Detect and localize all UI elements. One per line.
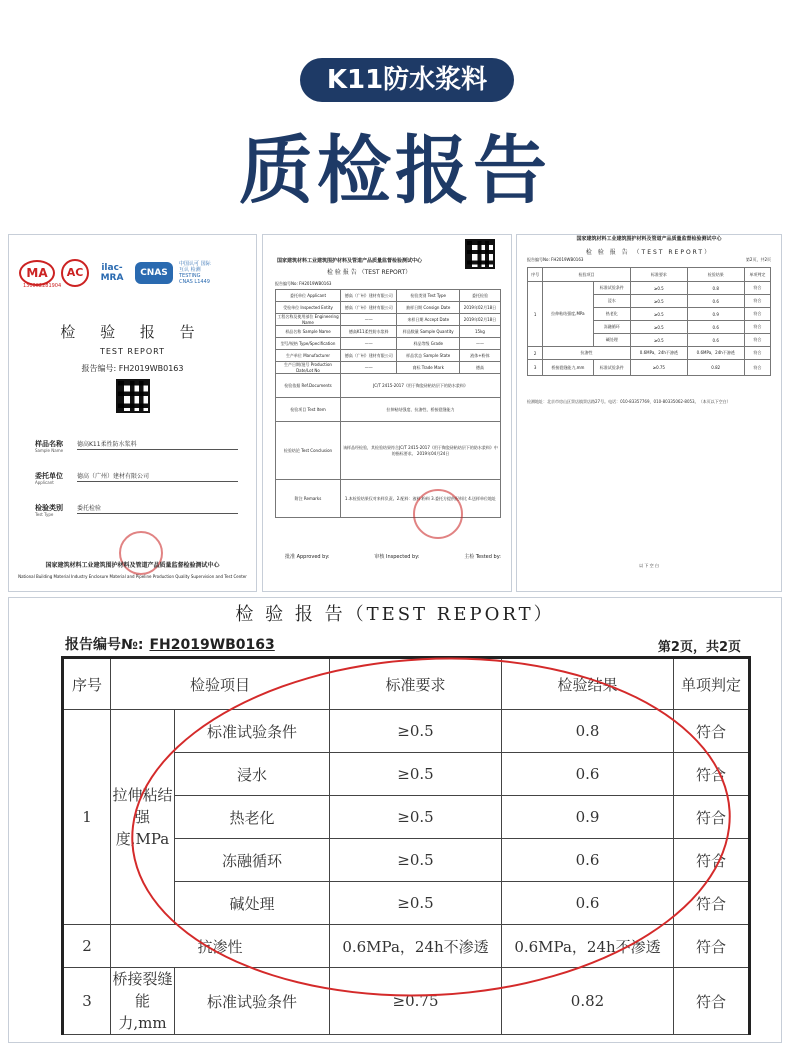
table-cell: 检验结果 bbox=[687, 268, 744, 282]
standard-cell: ≥0.5 bbox=[330, 753, 502, 796]
table-cell: 符合 bbox=[744, 347, 770, 360]
field-applicant bbox=[35, 471, 238, 493]
table-cell: 抗渗性 bbox=[543, 347, 631, 360]
qr-code-icon bbox=[465, 239, 495, 269]
page-count: 第2页，共2页 bbox=[657, 640, 741, 655]
table-cell: 符合 bbox=[744, 321, 770, 334]
seq-cell: 1 bbox=[63, 710, 111, 925]
table-cell: 拉伸粘结强度,MPa bbox=[543, 282, 593, 347]
table-cell: 工程名称及使用部位 Engineering Name bbox=[277, 314, 339, 325]
verdict-cell: 符合 bbox=[674, 968, 750, 1035]
header-item: 检验项目 bbox=[111, 658, 330, 710]
field-label: 样品名称 bbox=[35, 440, 63, 448]
cover-title: 检 验 报 告 bbox=[60, 323, 205, 341]
report-title: 检 验 报 告（TEST REPORT） bbox=[235, 604, 555, 625]
table-cell: 0.82 bbox=[687, 360, 744, 376]
table-cell: 委托单位 Applicant bbox=[276, 290, 341, 302]
table-cell: 检验结论 Test Conclusion bbox=[276, 422, 341, 480]
tested-by: 主检 Tested by: bbox=[464, 554, 501, 560]
table-cell: —— bbox=[459, 338, 500, 350]
result-cell: 0.6MPa，24h不渗透 bbox=[502, 925, 674, 968]
cnas-caption: 中国认可 国际互认 检测 TESTING CNAS L1449 bbox=[179, 261, 211, 285]
verdict-cell: 符合 bbox=[674, 925, 750, 968]
table-cell: 序号 bbox=[528, 268, 543, 282]
field-label: 检验类别 bbox=[35, 504, 63, 512]
red-stamp bbox=[413, 489, 463, 539]
table-cell: 0.9 bbox=[687, 308, 744, 321]
item-cell: 抗渗性 bbox=[111, 925, 330, 968]
sub-item-cell: 冻融循环 bbox=[175, 839, 330, 882]
table-cell: 受检单位 Inspected Entity bbox=[276, 302, 341, 314]
page2-page-count: 第2页，共2页 bbox=[745, 257, 771, 262]
table-cell: 拉伸粘结强度、抗渗性、桥接裂缝能力 bbox=[340, 398, 500, 422]
standard-cell: ≥0.5 bbox=[330, 839, 502, 882]
table-cell: 标准试验条件 bbox=[593, 282, 630, 295]
table-cell: 型号/规格 Type/Specification bbox=[276, 338, 341, 350]
table-cell: 标准要求 bbox=[630, 268, 687, 282]
field-label: 委托单位 bbox=[35, 472, 63, 480]
table-cell: ≥0.5 bbox=[630, 295, 687, 308]
table-cell: 德高（广州）建材有限公司 bbox=[340, 350, 397, 362]
table-cell: 浸水 bbox=[593, 295, 630, 308]
table-cell: 符合 bbox=[744, 308, 770, 321]
table-cell: 0.6MPa，24h不渗透 bbox=[630, 347, 687, 360]
seq-cell: 3 bbox=[63, 968, 111, 1035]
table-cell: ≥0.5 bbox=[630, 308, 687, 321]
table-cell: 德高（广州）建材有限公司 bbox=[340, 290, 397, 302]
table-cell: 1 bbox=[528, 282, 543, 347]
table-cell: ≥0.5 bbox=[630, 282, 687, 295]
result-cell: 0.82 bbox=[502, 968, 674, 1035]
field-value: 德高（广州）建材有限公司 bbox=[77, 471, 238, 482]
sub-item-cell: 标准试验条件 bbox=[175, 968, 330, 1035]
page2-title: 检 验 报 告 （TEST REPORT） bbox=[585, 249, 713, 256]
item-group-cell: 拉伸粘结强度,MPa bbox=[111, 710, 175, 925]
verdict-cell: 符合 bbox=[674, 753, 750, 796]
cover-report-number: 报告编号: FH2019WB0163 bbox=[81, 364, 184, 373]
table-cell: 符合 bbox=[744, 282, 770, 295]
table-cell: 该样品经检验，其检验结果符合JC/T 2415-2017《用于陶瓷砖粘结层下的防水浆料》中的指标要求。 2019年04月24日 bbox=[340, 422, 500, 480]
cnas-logo: CNAS bbox=[135, 262, 173, 284]
table-cell: JC/T 2415-2017《用于陶瓷砖粘结层下的防水浆料》 bbox=[340, 374, 500, 398]
table-cell: 样品等级 Grade bbox=[397, 338, 459, 350]
page1-report-number: 报告编号No: FH2019WB0163 bbox=[275, 281, 332, 286]
page2-report-number: 报告编号No: FH2019WB0163 bbox=[527, 257, 584, 262]
lab-code: 130002281904 bbox=[23, 283, 62, 289]
table-cell: 委托检验 bbox=[459, 290, 500, 302]
sub-item-cell: 碱处理 bbox=[175, 882, 330, 925]
table-cell: —— bbox=[340, 314, 397, 326]
result-cell: 0.6 bbox=[502, 753, 674, 796]
signature-line bbox=[285, 553, 501, 560]
verdict-cell: 符合 bbox=[674, 839, 750, 882]
report-number bbox=[65, 634, 275, 654]
table-cell: 热老化 bbox=[593, 308, 630, 321]
sub-item-cell: 热老化 bbox=[175, 796, 330, 839]
field-value: 委托检验 bbox=[77, 503, 238, 514]
table-cell: 3 bbox=[528, 360, 543, 376]
report-cover-panel[interactable] bbox=[8, 234, 257, 592]
table-cell: 检验依据 Ref.Documents bbox=[276, 374, 341, 398]
page2-header: 国家建筑材料工业建筑围护材料及管道产品质量监督检验测试中心 bbox=[576, 236, 722, 242]
table-cell: 15kg bbox=[459, 326, 500, 338]
report-page2-thumbnail[interactable] bbox=[516, 234, 782, 592]
table-cell: 符合 bbox=[744, 295, 770, 308]
ilac-mra-logo: ilac-MRA bbox=[100, 263, 124, 283]
table-cell: —— bbox=[340, 362, 397, 374]
table-cell: 0.6 bbox=[687, 334, 744, 347]
table-cell: 德高K11柔性防水浆料 bbox=[340, 326, 397, 338]
standard-cell: ≥0.5 bbox=[330, 710, 502, 753]
table-cell: 生产日期/批号 Production Date/Lot No bbox=[276, 362, 341, 374]
product-pill: K11防水浆料 bbox=[300, 58, 514, 102]
table-cell: 样品名称 Sample Name bbox=[276, 326, 341, 338]
report-number-value: FH2019WB0163 bbox=[149, 637, 275, 653]
item-group-cell: 桥接裂缝能力,mm bbox=[111, 968, 175, 1035]
table-cell: 样品状态 Sample State bbox=[397, 350, 459, 362]
table-cell: 2019年02月18日 bbox=[459, 302, 500, 314]
table-cell: 0.6 bbox=[687, 295, 744, 308]
table-cell: 商标 Trade Mark bbox=[397, 362, 459, 374]
table-cell: 生产单位 Manufacturer bbox=[276, 350, 341, 362]
verdict-cell: 符合 bbox=[674, 796, 750, 839]
table-cell: 0.6 bbox=[687, 321, 744, 334]
table-cell: 2019年02月18日 bbox=[459, 314, 500, 326]
header-result: 检验结果 bbox=[502, 658, 674, 710]
report-page1-panel[interactable] bbox=[262, 234, 512, 592]
field-test-type bbox=[35, 503, 238, 525]
standard-cell: ≥0.5 bbox=[330, 882, 502, 925]
sub-item-cell: 浸水 bbox=[175, 753, 330, 796]
standard-cell: ≥0.5 bbox=[330, 796, 502, 839]
standard-cell: ≥0.75 bbox=[330, 968, 502, 1035]
result-cell: 0.6 bbox=[502, 839, 674, 882]
inspected-by: 审核 Inspected by: bbox=[374, 554, 420, 560]
field-label-en: Test Type bbox=[35, 512, 54, 517]
cover-subtitle: TEST REPORT bbox=[99, 347, 166, 356]
page2-blank-marker: 以 下 空 白 bbox=[639, 563, 659, 568]
field-label-en: Sample Name bbox=[35, 448, 64, 453]
table-cell: 单项判定 bbox=[744, 268, 770, 282]
page1-title: 检 验 报 告 （TEST REPORT） bbox=[327, 269, 412, 276]
table-cell: 德高（广州）建材有限公司 bbox=[340, 302, 397, 314]
table-cell: 0.6MPa，24h不渗透 bbox=[687, 347, 744, 360]
table-cell: 冻融循环 bbox=[593, 321, 630, 334]
table-cell: ≥0.5 bbox=[630, 321, 687, 334]
table-cell: 抽样日期 Consign Date bbox=[397, 302, 459, 314]
table-cell: 符合 bbox=[744, 334, 770, 347]
verdict-cell: 符合 bbox=[674, 882, 750, 925]
approved-by: 批准 Approved by: bbox=[285, 554, 330, 560]
cover-footer-en: National Building Material Industry Enclosure Material and Pipeline Production Quality Supervision and Test Center bbox=[18, 574, 247, 579]
header-standard: 标准要求 bbox=[330, 658, 502, 710]
sub-item-cell: 标准试验条件 bbox=[175, 710, 330, 753]
table-cell: ≥0.75 bbox=[630, 360, 687, 376]
table-cell: 附注 Remarks bbox=[276, 480, 341, 518]
field-label-en: Applicant bbox=[35, 480, 54, 485]
verdict-cell: 符合 bbox=[674, 710, 750, 753]
result-cell: 0.8 bbox=[502, 710, 674, 753]
table-cell: 德高 bbox=[459, 362, 500, 374]
table-cell: 检验项目 bbox=[543, 268, 631, 282]
table-cell: 检验类别 Test Type bbox=[397, 290, 459, 302]
table-cell: 样品数量 Sample Quantity bbox=[397, 326, 459, 338]
cma-logo: MA bbox=[19, 260, 55, 286]
field-sample-name bbox=[35, 439, 238, 461]
table-cell: 0.8 bbox=[687, 282, 744, 295]
standard-cell: 0.6MPa，24h不渗透 bbox=[330, 925, 502, 968]
table-cell: —— bbox=[340, 338, 397, 350]
table-cell: 液体+粉体 bbox=[459, 350, 500, 362]
report-page2-zoom-panel[interactable] bbox=[8, 597, 782, 1043]
page1-info-table bbox=[275, 289, 501, 518]
page-title: 质检报告 bbox=[239, 128, 551, 214]
table-cell: 标准试验条件 bbox=[593, 360, 630, 376]
page1-header: 国家建筑材料工业建筑围护材料及管道产品质量监督检验测试中心 bbox=[277, 258, 423, 264]
table-cell: 桥接裂缝能力,mm bbox=[543, 360, 593, 376]
cover-footer: 国家建筑材料工业建筑围护材料及管道产品质量监督检验测试中心 bbox=[45, 562, 220, 569]
header-verdict: 单项判定 bbox=[674, 658, 750, 710]
result-cell: 0.6 bbox=[502, 882, 674, 925]
result-cell: 0.9 bbox=[502, 796, 674, 839]
report-number-label: 报告编号№: bbox=[65, 637, 144, 653]
table-cell: 检验项目 Test Item bbox=[276, 398, 341, 422]
field-value: 德高K11柔性防水浆料 bbox=[77, 439, 238, 450]
page2-mini-table bbox=[527, 267, 771, 376]
table-cell: ≥0.5 bbox=[630, 334, 687, 347]
table-cell: 碱处理 bbox=[593, 334, 630, 347]
table-cell: 符合 bbox=[744, 360, 770, 376]
cal-logo: AC bbox=[61, 259, 89, 287]
table-cell: 1.本检验结果仅对来样负责。2.配料：液料:粉料 3.委托方提供配料比 4.送样单位地址 bbox=[340, 480, 500, 518]
header-seq: 序号 bbox=[63, 658, 111, 710]
table-cell: 来样日期 Accept Date bbox=[397, 314, 459, 326]
table-cell: 2 bbox=[528, 347, 543, 360]
qr-code-icon bbox=[116, 379, 150, 413]
seq-cell: 2 bbox=[63, 925, 111, 968]
page2-note: 检测地址：北京市房山区窦店镇窦店路27号。电话：010-83357769，010-80335062-8053。（本页以下空白） bbox=[527, 399, 731, 404]
